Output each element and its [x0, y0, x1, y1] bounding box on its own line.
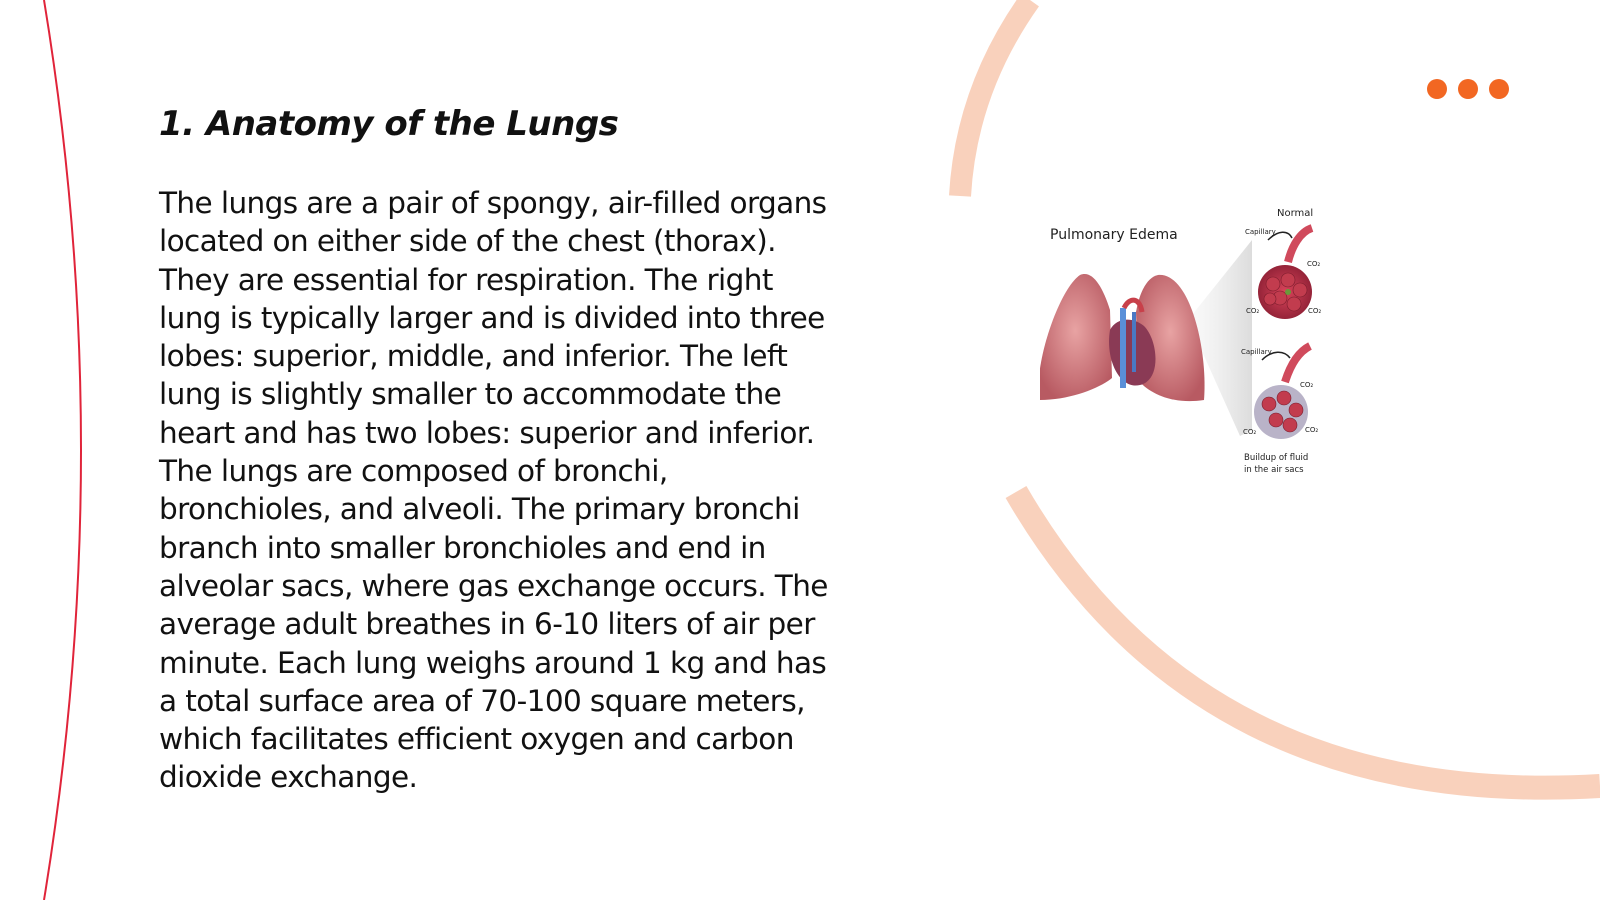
slide-body-text: The lungs are a pair of spongy, air-filled organs located on either side of the chest (thorax). They are essential for respiration. The right lung is typically larger and is divided into three lobes: superior, middle, and inferior. The left lung is slightly smaller to accommodate the heart and has two lobes: superior and inferior. The lungs are composed of bronchi, bronchioles, and alveoli. The primary bronchi branch into smaller bronchioles and end in alveolar sacs, where gas exchange occurs. The average adult breathes in 6-10 liters of air per minute. Each lung weighs around 1 kg and has a total surface area of 70-100 square meters, which facilitates efficient oxygen and carbon dioxide exchange.	[159, 186, 828, 795]
illustration-heading: Pulmonary Edema	[1050, 227, 1178, 243]
right-lung	[1040, 274, 1112, 400]
co2-label: CO₂	[1300, 381, 1314, 389]
fluid-caption-line2: in the air sacs	[1244, 465, 1304, 475]
orange-arc-top	[960, 0, 1030, 196]
fluid-caption-line1: Buildup of fluid	[1244, 453, 1309, 463]
normal-alveoli-graphic	[1245, 228, 1321, 319]
capillary-label-top: Capillary	[1245, 228, 1276, 236]
co2-label: CO₂	[1246, 307, 1260, 315]
left-red-curve	[44, 0, 81, 900]
dot-icon	[1489, 79, 1509, 99]
edema-alveoli-graphic	[1241, 346, 1318, 475]
bronchiole-top	[1288, 228, 1312, 262]
capillary-label-bottom: Capillary	[1241, 348, 1272, 356]
bronchiole-bottom	[1285, 346, 1310, 382]
dot-icon	[1458, 79, 1478, 99]
dot-icon	[1427, 79, 1447, 99]
co2-label: CO₂	[1305, 426, 1319, 434]
co2-label: CO₂	[1243, 428, 1257, 436]
pulmonary-edema-illustration	[1040, 200, 1360, 500]
co2-label: CO₂	[1307, 260, 1321, 268]
orange-arc-bottom	[1016, 492, 1600, 788]
trachea	[1120, 308, 1126, 388]
trachea-right	[1132, 312, 1136, 372]
aorta	[1124, 300, 1142, 312]
lungs-graphic	[1040, 274, 1205, 401]
co2-label: CO₂	[1308, 307, 1322, 315]
slide-title: 1. Anatomy of the Lungs	[159, 104, 619, 144]
normal-label: Normal	[1277, 208, 1314, 219]
three-dots-icon	[1427, 79, 1509, 99]
